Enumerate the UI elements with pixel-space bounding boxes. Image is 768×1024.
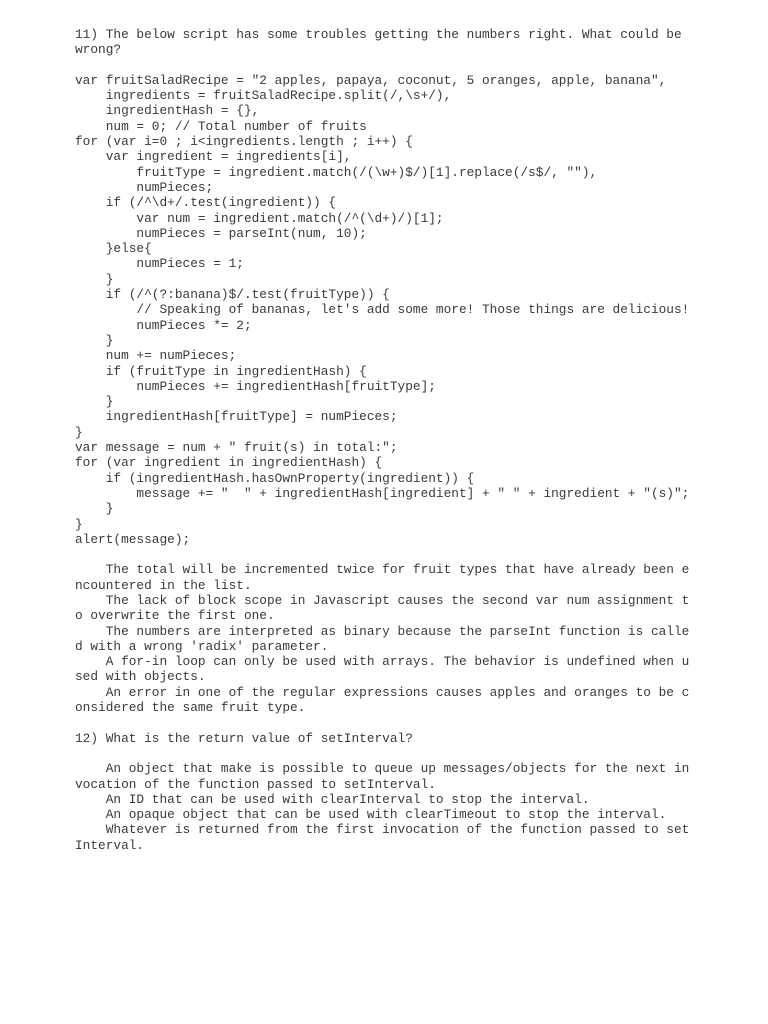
code-line: ingredientHash = {},	[75, 103, 260, 119]
blank-line	[75, 547, 755, 562]
code-line: }	[75, 332, 114, 348]
code-line: }	[75, 516, 83, 532]
code-line: for (var ingredient in ingredientHash) {	[75, 455, 383, 471]
code-line: numPieces += ingredientHash[fruitType];	[75, 378, 436, 394]
code-line: }	[75, 501, 114, 517]
answer-option-line: d with a wrong 'radix' parameter.	[75, 638, 329, 654]
question-12-line: 12) What is the return value of setInterval?	[75, 730, 413, 746]
code-line: if (ingredientHash.hasOwnProperty(ingredient)) {	[75, 470, 475, 486]
answer-option-line: sed with objects.	[75, 669, 206, 685]
document-page	[75, 27, 755, 853]
answer-option-line: Interval.	[75, 837, 145, 853]
answer-option-line: A for-in loop can only be used with arrays. The behavior is undefined when u	[75, 654, 690, 670]
code-line: // Speaking of bananas, let's add some more! Those things are delicious!	[75, 302, 690, 318]
answer-option-line: vocation of the function passed to setInterval.	[75, 776, 436, 792]
code-line: alert(message);	[75, 531, 191, 547]
code-line: var fruitSaladRecipe = "2 apples, papaya, coconut, 5 oranges, apple, banana",	[75, 72, 667, 88]
code-line: var ingredient = ingredients[i],	[75, 149, 352, 165]
code-line: }	[75, 271, 114, 287]
answer-option-line: The total will be incremented twice for fruit types that have already been e	[75, 562, 690, 578]
answer-option-line: An error in one of the regular expressions causes apples and oranges to be c	[75, 684, 690, 700]
code-line: if (/^(?:banana)$/.test(fruitType)) {	[75, 287, 390, 303]
answer-option-line: ncountered in the list.	[75, 577, 252, 593]
code-line: for (var i=0 ; i<ingredients.length ; i++) {	[75, 134, 413, 150]
code-line: if (/^\d+/.test(ingredient)) {	[75, 195, 337, 211]
answer-option-line: An object that make is possible to queue up messages/objects for the next in	[75, 761, 690, 777]
answer-option-line: Whatever is returned from the first invocation of the function passed to set	[75, 822, 690, 838]
code-line: ingredientHash[fruitType] = numPieces;	[75, 409, 398, 425]
code-line: ingredients = fruitSaladRecipe.split(/,\s+/),	[75, 88, 452, 104]
code-line: numPieces = parseInt(num, 10);	[75, 225, 367, 241]
answer-option-line: The lack of block scope in Javascript causes the second var num assignment t	[75, 592, 690, 608]
code-line: var message = num + " fruit(s) in total:";	[75, 440, 398, 456]
code-line: }else{	[75, 241, 152, 257]
question-11-line-1: 11) The below script has some troubles getting the numbers right. What could be	[75, 27, 682, 42]
answer-option-line: The numbers are interpreted as binary because the parseInt function is calle	[75, 623, 690, 639]
blank-line	[75, 746, 755, 761]
answer-option-line: o overwrite the first one.	[75, 608, 275, 624]
code-line: }	[75, 424, 83, 440]
code-line: if (fruitType in ingredientHash) {	[75, 363, 367, 379]
code-line: numPieces *= 2;	[75, 317, 252, 333]
code-line: }	[75, 394, 114, 410]
blank-line	[75, 715, 755, 730]
code-line: numPieces = 1;	[75, 256, 244, 272]
code-line: numPieces;	[75, 179, 214, 195]
question-11-line-2: wrong?	[75, 42, 122, 58]
code-line: num = 0; // Total number of fruits	[75, 118, 367, 134]
answer-option-line: onsidered the same fruit type.	[75, 700, 306, 716]
answer-option-line: An ID that can be used with clearInterval to stop the interval.	[75, 791, 590, 807]
code-line: fruitType = ingredient.match(/(\w+)$/)[1].replace(/s$/, ""),	[75, 164, 598, 180]
code-line: var num = ingredient.match(/^(\d+)/)[1];	[75, 210, 444, 226]
code-line: num += numPieces;	[75, 348, 237, 364]
code-line: message += " " + ingredientHash[ingredient] + " " + ingredient + "(s)";	[75, 485, 690, 501]
answer-option-line: An opaque object that can be used with clearTimeout to stop the interval.	[75, 807, 667, 823]
blank-line	[75, 58, 755, 73]
